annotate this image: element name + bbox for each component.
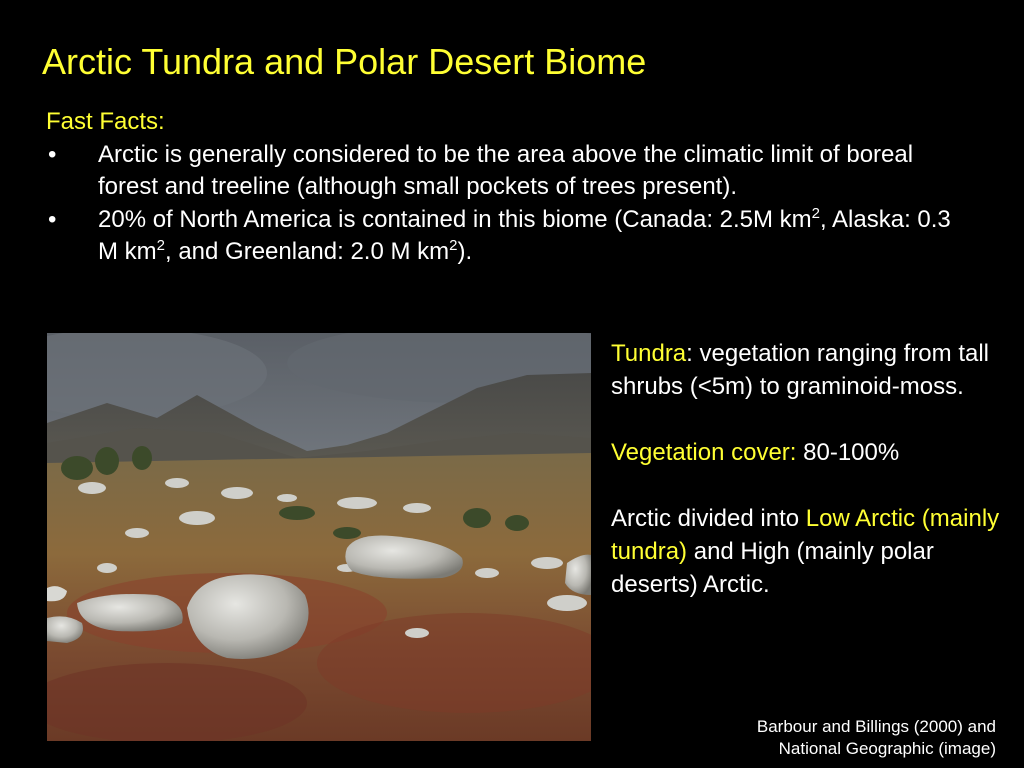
fact-text-part: 20% of North America is contained in this biome (Canada: 2.5M km: [98, 205, 812, 233]
slide-title: Arctic Tundra and Polar Desert Biome: [42, 41, 647, 82]
source-credit: [757, 716, 996, 760]
fact-text-part: , Alaska: 0.3 M km: [98, 205, 951, 265]
fast-facts-section: [46, 106, 976, 269]
credit-line-2: National Geographic (image): [778, 739, 996, 758]
fact-text-part: , and Greenland: 2.0 M km: [165, 238, 450, 265]
division-pre: Arctic divided into: [611, 505, 806, 532]
cover-value: 80-100%: [796, 439, 900, 466]
tundra-term: Tundra: [611, 340, 687, 367]
fast-facts-heading: Fast Facts:: [46, 108, 165, 135]
bullet-marker: •: [48, 205, 57, 233]
arctic-division: [611, 502, 1001, 601]
side-notes: [611, 337, 1001, 634]
superscript: 2: [811, 204, 821, 222]
fact-bullet-area: [46, 204, 976, 269]
vegetation-cover: [611, 436, 1001, 469]
division-post: and High (mainly polar deserts) Arctic.: [611, 538, 934, 598]
low-arctic-term: Low Arctic (mainly tundra): [611, 505, 1000, 565]
credit-line-1: Barbour and Billings (2000) and: [756, 717, 996, 736]
superscript: 2: [449, 237, 458, 254]
fact-text: Arctic is generally considered to be the area above the climatic limit of boreal forest and treeline (although small pockets of trees present).: [98, 140, 914, 200]
fact-text-part: ).: [457, 238, 473, 265]
cover-label: Vegetation cover:: [611, 439, 797, 466]
superscript: 2: [156, 237, 165, 254]
tundra-def-text: : vegetation ranging from tall shrubs (<5m) to graminoid-moss.: [611, 340, 989, 400]
fact-bullet-treeline: [46, 139, 976, 204]
tundra-landscape-photo: [47, 333, 591, 741]
bullet-marker: •: [48, 140, 57, 168]
tundra-definition: [611, 337, 1001, 403]
